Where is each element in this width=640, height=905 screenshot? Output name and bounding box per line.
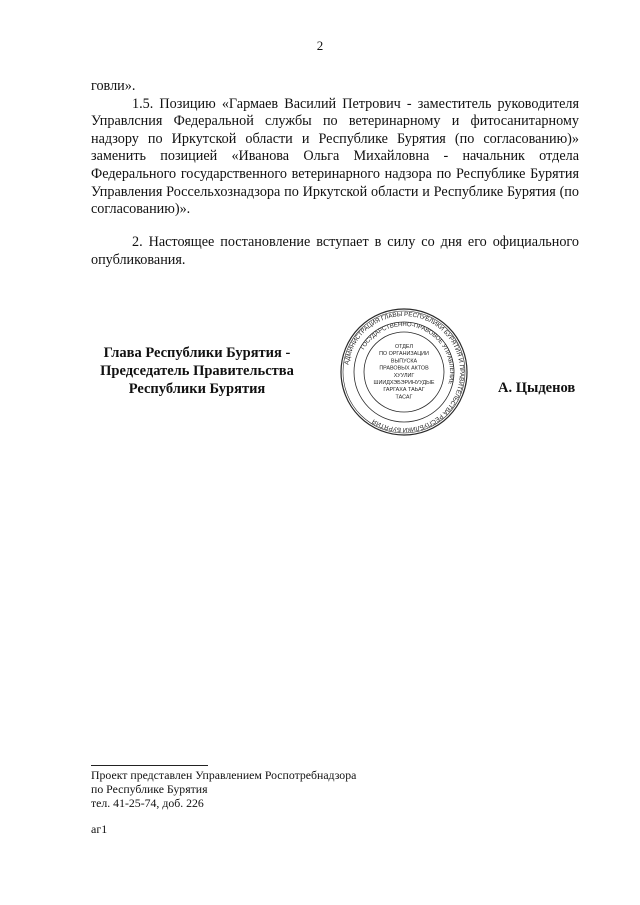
paragraph-1-5: 1.5. Позицию «Гармаев Василий Петрович - заместитель руководителя Управлсния Федеральной службы по ветеринарному и фитосанитарному надзору по Иркутской области и Республике Бурятия (по согласованию)» заменить позицией «Иванова Ольга Михайловна - начальник отдела Федерального государственного ветеринарного надзора по Республике Бурятия Управления Россельхознадзора по Иркутской области и Республике Бурятия (по согласованию)». [91,95,579,218]
footnote-line: Проект представлен Управлением Роспотребнадзора [91,768,357,782]
signatory-name: А. Цыденов [498,380,576,396]
signatory-title-line: Республики Бурятия [128,381,266,397]
seal-inner-text: ГОСУДАРСТВЕННО-ПРАВОВОЕ УПРАВЛЕНИЕ [360,321,455,385]
footnote [91,768,356,810]
seal-center-line: ПРАВОВЫХ АКТОВ [379,365,429,372]
footnote-line: по Республике Бурятия [91,782,208,796]
seal-center-line: ГАРГАХА ТАЬАГ [383,387,425,394]
seal-center-line: ПО ОРГАНИЗАЦИИ [379,351,429,358]
seal-center-line: ТАСАГ [395,394,413,401]
document-mark: аг1 [91,822,108,836]
signatory-title-line: Глава Республики Бурятия - [103,345,291,361]
seal-center-line: ХУУЛИГ [393,372,415,379]
signatory-title [88,344,306,398]
text-block-amendment [91,78,579,219]
paragraph-2: 2. Настоящее постановление вступает в силу со дня его официального опубликования. [91,234,579,268]
footnote-line: тел. 41-25-74, доб. 226 [91,796,204,810]
seal-center-line: ОТДЕЛ [394,344,414,350]
footnote-divider [91,765,208,766]
seal-outer-text: АДМИНИСТРАЦИЯ ГЛАВЫ РЕСПУБЛИКИ БУРЯТИЯ И ПРАВИТЕЛЬСТВА РЕСПУБЛИКИ БУРЯТИЯ [343,310,466,434]
seal-center-line: ВЫПУСКА [390,358,418,365]
paragraph-continuation: говли». [91,78,136,94]
seal-center-line: ШИИДХЭБЭРИНУУДЫЕ [373,380,435,386]
signatory-title-line: Председатель Правительства [100,363,294,379]
page-number: 2 [316,38,324,53]
text-block-effective [91,234,579,269]
official-seal-stamp [336,307,472,437]
